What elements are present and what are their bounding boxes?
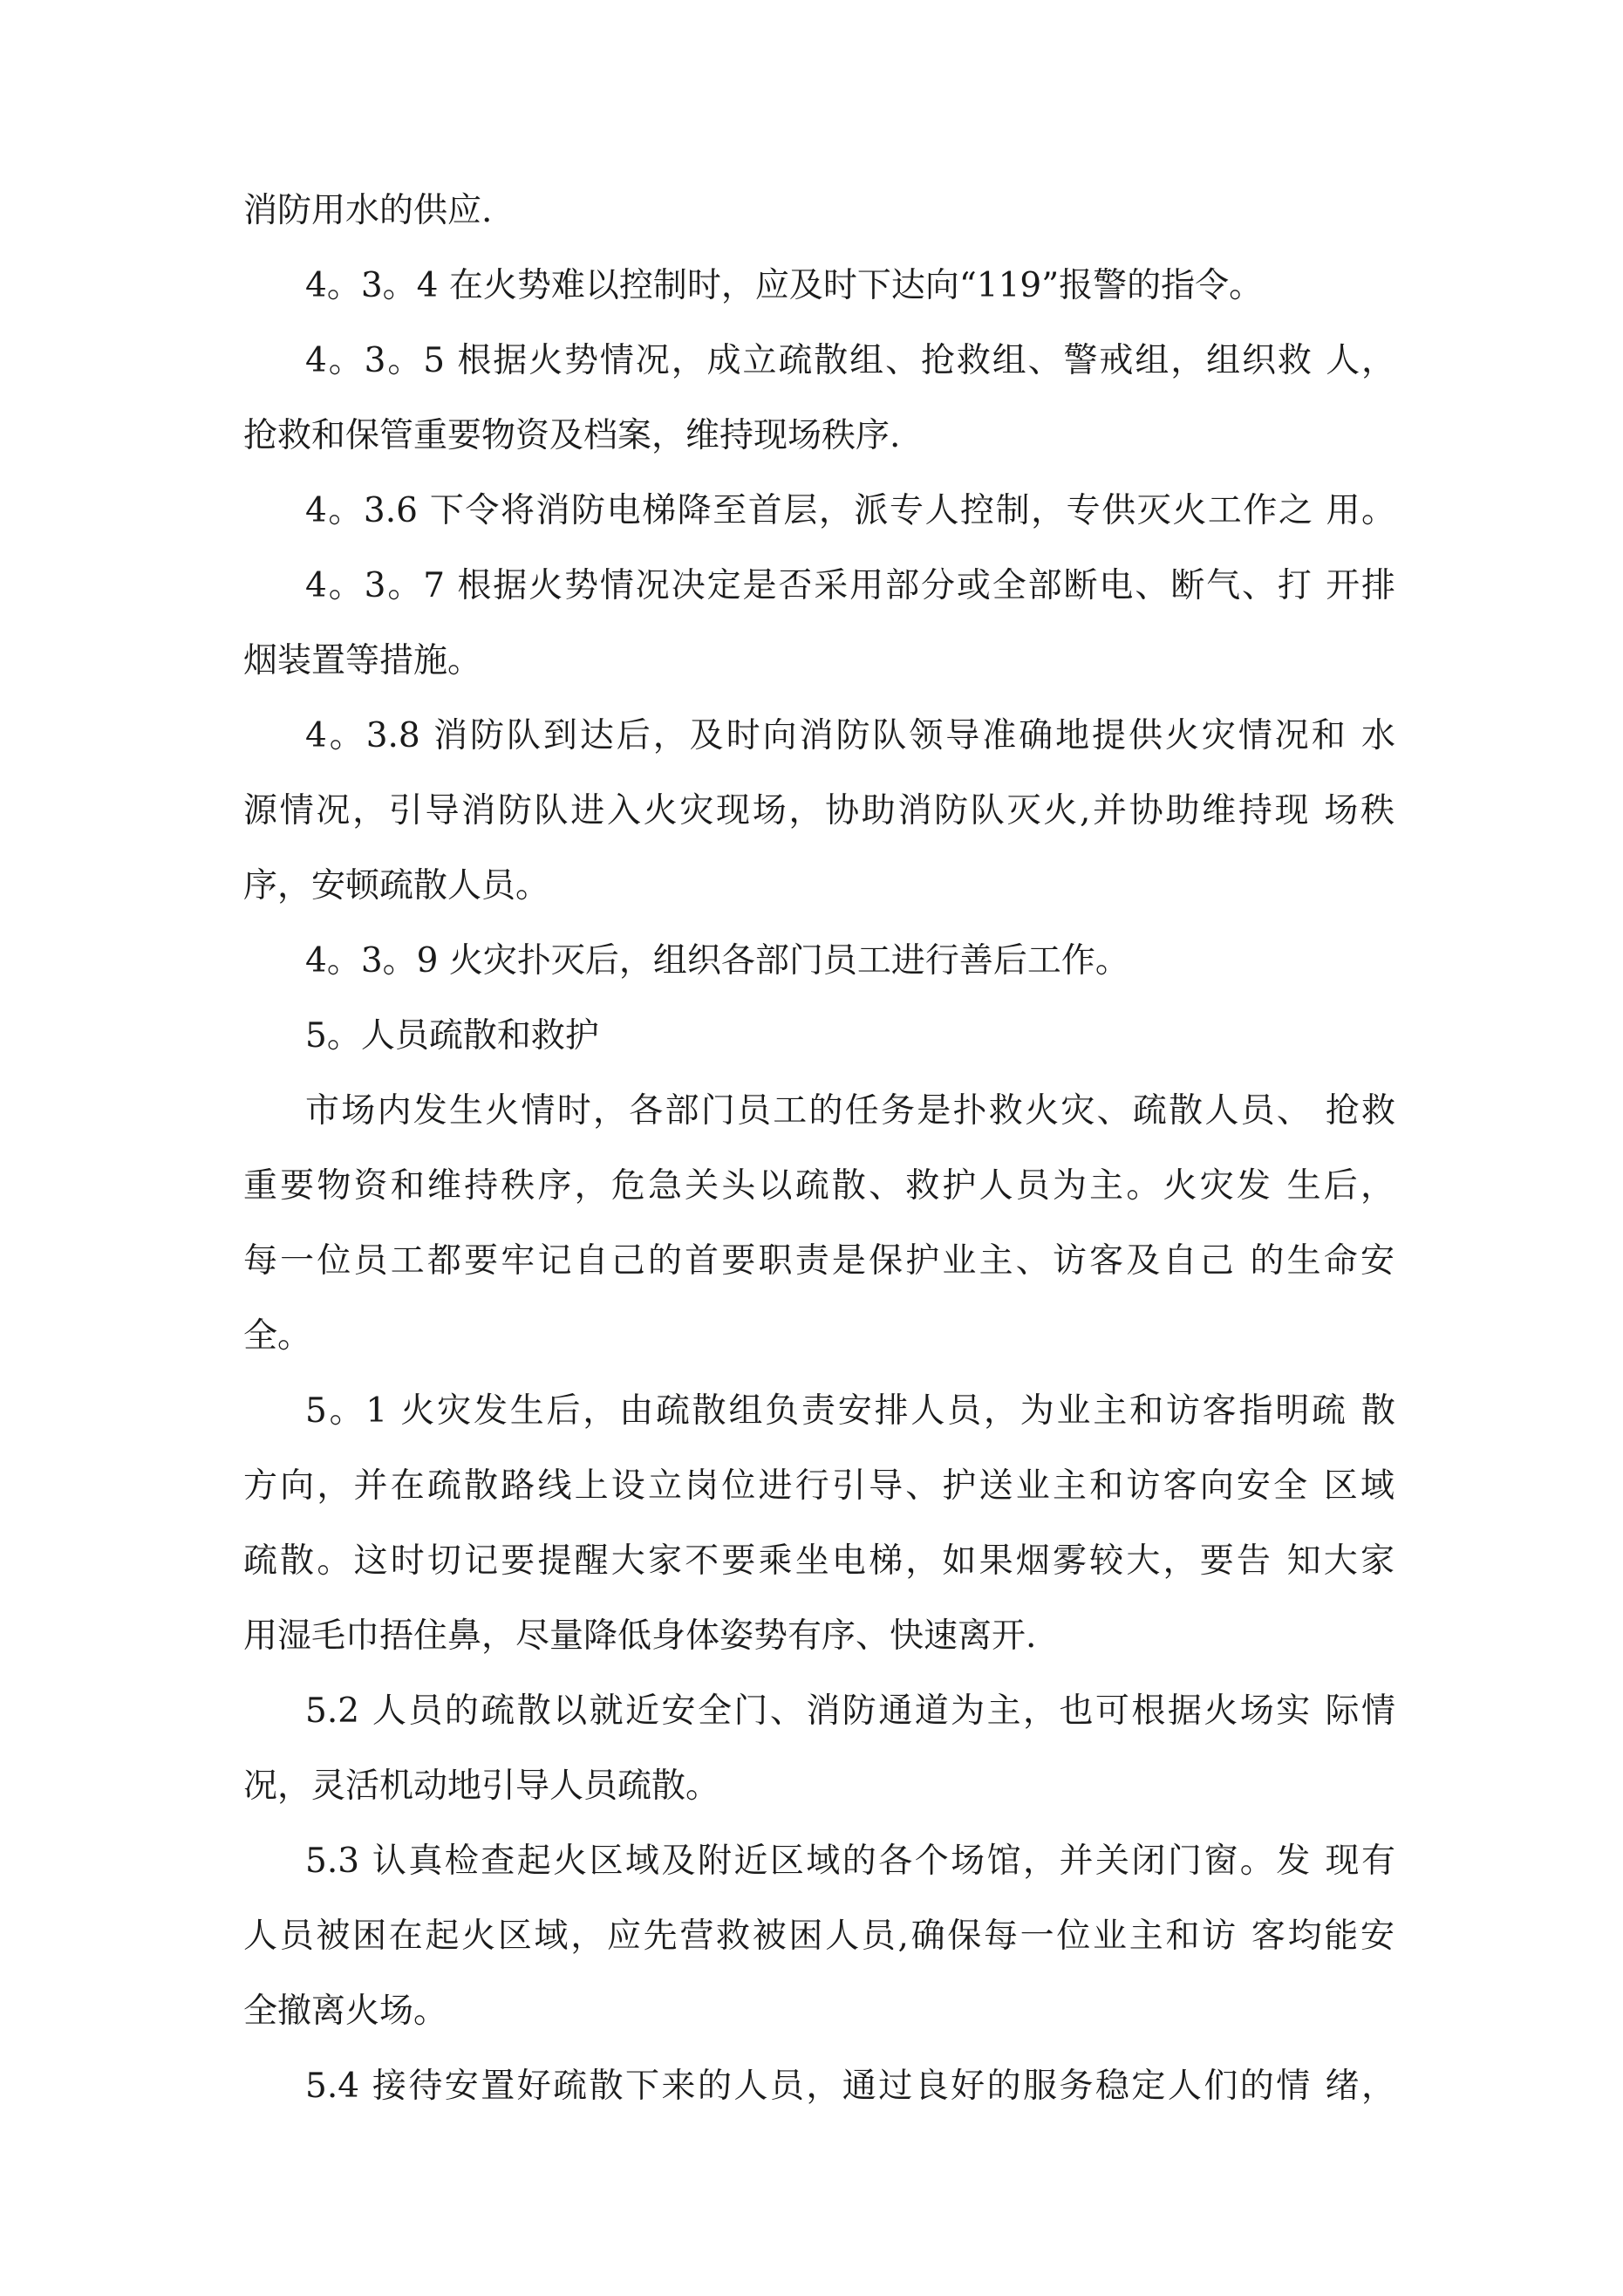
text-line: 5.2 人员的疏散以就近安全门、消防通道为主，也可根据火场实 际情 bbox=[305, 1691, 1395, 1731]
text-line: 4。3。7 根据火势情况决定是否采用部分或全部断电、断气、打 开排 bbox=[305, 566, 1395, 605]
section-heading: 5。人员疏散和救护 bbox=[305, 1016, 599, 1056]
text-line: 人员被困在起火区域，应先营救被困人员,确保每一位业主和访 客均能安 bbox=[243, 1917, 1395, 1956]
text-line: 况，灵活机动地引导人员疏散。 bbox=[243, 1766, 720, 1806]
text-line: 序，安顿疏散人员。 bbox=[243, 866, 550, 905]
text-line: 5。1 火灾发生后，由疏散组负责安排人员，为业主和访客指明疏 散 bbox=[305, 1391, 1395, 1431]
text-line: 每一位员工都要牢记自己的首要职责是保护业主、访客及自己 的生命安 bbox=[243, 1241, 1395, 1281]
text-line: 用湿毛巾捂住鼻，尽量降低身体姿势有序、快速离开. bbox=[243, 1616, 1037, 1656]
text-line: 5.4 接待安置好疏散下来的人员，通过良好的服务稳定人们的情 绪， bbox=[305, 2067, 1395, 2106]
text-line: 5.3 认真检查起火区域及附近区域的各个场馆，并关闭门窗。发 现有 bbox=[305, 1842, 1395, 1881]
text-line: 4。3。5 根据火势情况，成立疏散组、抢救组、警戒组，组织救 人， bbox=[305, 341, 1395, 380]
text-line: 4。3。4 在火势难以控制时，应及时下达向“119”报警的指令。 bbox=[305, 266, 1264, 305]
text-line: 4。3.6 下令将消防电梯降至首层，派专人控制，专供灭火工作之 用。 bbox=[305, 491, 1395, 530]
text-line: 源情况，引导消防队进入火灾现场，协助消防队灭火,并协助维持现 场秩 bbox=[243, 791, 1395, 830]
text-line: 4。3.8 消防队到达后，及时向消防队领导准确地提供火灾情况和 水 bbox=[305, 716, 1395, 755]
text-line: 市场内发生火情时，各部门员工的任务是扑救火灾、疏散人员、 抢救 bbox=[305, 1091, 1395, 1131]
text-line: 全撤离火场。 bbox=[243, 1992, 448, 2031]
text-line: 消防用水的供应. bbox=[243, 191, 493, 230]
text-line: 全。 bbox=[243, 1316, 312, 1356]
text-line: 抢救和保管重要物资及档案，维持现场秩序. bbox=[243, 416, 901, 455]
text-line: 重要物资和维持秩序，危急关头以疏散、救护人员为主。火灾发 生后， bbox=[243, 1166, 1395, 1206]
text-line: 4。3。9 火灾扑灭后，组织各部门员工进行善后工作。 bbox=[305, 941, 1129, 981]
text-line: 烟装置等措施。 bbox=[243, 641, 482, 680]
text-line: 疏散。这时切记要提醒大家不要乘坐电梯，如果烟雾较大，要告 知大家 bbox=[243, 1541, 1395, 1581]
text-line: 方向，并在疏散路线上设立岗位进行引导、护送业主和访客向安全 区域 bbox=[243, 1466, 1395, 1506]
